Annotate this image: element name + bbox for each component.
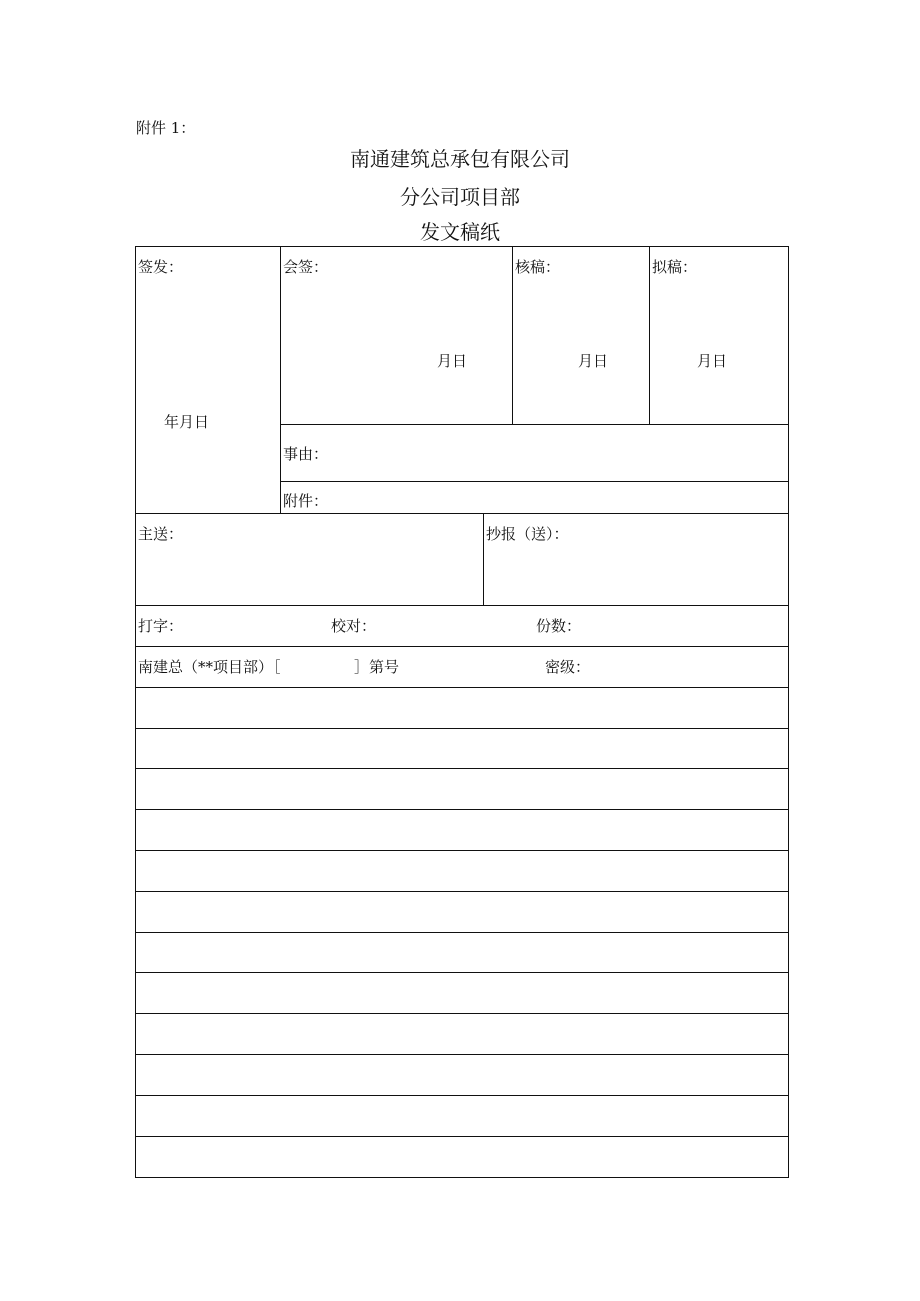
ruled-line: [135, 1095, 789, 1096]
ruled-line: [135, 728, 789, 729]
doc-number-prefix: 南建总（**项目部）［: [138, 658, 281, 676]
secrecy-label: 密级：: [545, 658, 591, 676]
table-border-top: [135, 246, 789, 247]
ruled-line: [135, 891, 789, 892]
ruled-line: [135, 809, 789, 810]
divider-recipients-col: [483, 513, 484, 605]
ruled-line: [135, 850, 789, 851]
table-border-left: [135, 246, 136, 1178]
ruled-line: [135, 1013, 789, 1014]
typist-label: 打字：: [138, 617, 184, 635]
divider-recipients-row: [135, 605, 789, 606]
divider-subject-row: [280, 481, 789, 482]
cosign-date: 月日: [437, 352, 468, 370]
sign-label: 签发：: [138, 258, 184, 276]
table-border-bottom: [135, 1177, 789, 1178]
subject-label: 事由：: [283, 445, 329, 463]
ruled-line: [135, 932, 789, 933]
main-recipient-label: 主送：: [138, 525, 184, 543]
divider-approval-row: [280, 424, 789, 425]
draft-date: 月日: [697, 352, 728, 370]
review-date: 月日: [578, 352, 609, 370]
review-label: 核稿：: [515, 258, 561, 276]
divider-review-col: [649, 246, 650, 424]
cosign-label: 会签：: [283, 258, 329, 276]
attachment-field-label: 附件：: [283, 492, 329, 510]
divider-number-row: [135, 687, 789, 688]
copies-label: 份数：: [536, 617, 582, 635]
table-border-right: [788, 246, 789, 1178]
ruled-line: [135, 768, 789, 769]
ruled-line: [135, 1136, 789, 1137]
divider-cosign-col: [512, 246, 513, 424]
divider-top-block: [135, 513, 789, 514]
company-title: 南通建筑总承包有限公司: [350, 147, 570, 171]
draft-label: 拟稿：: [652, 258, 698, 276]
cc-label: 抄报（送）：: [486, 525, 569, 543]
sign-date: 年月日: [164, 413, 210, 431]
doc-number-suffix: ］第号: [354, 658, 400, 676]
department-title: 分公司项目部: [400, 185, 520, 209]
divider-typing-row: [135, 646, 789, 647]
divider-sign-col: [280, 246, 281, 513]
ruled-line: [135, 1054, 789, 1055]
attachment-heading: 附件 1：: [136, 119, 196, 137]
ruled-line: [135, 972, 789, 973]
form-title: 发文稿纸: [420, 220, 500, 244]
proofread-label: 校对：: [331, 617, 377, 635]
